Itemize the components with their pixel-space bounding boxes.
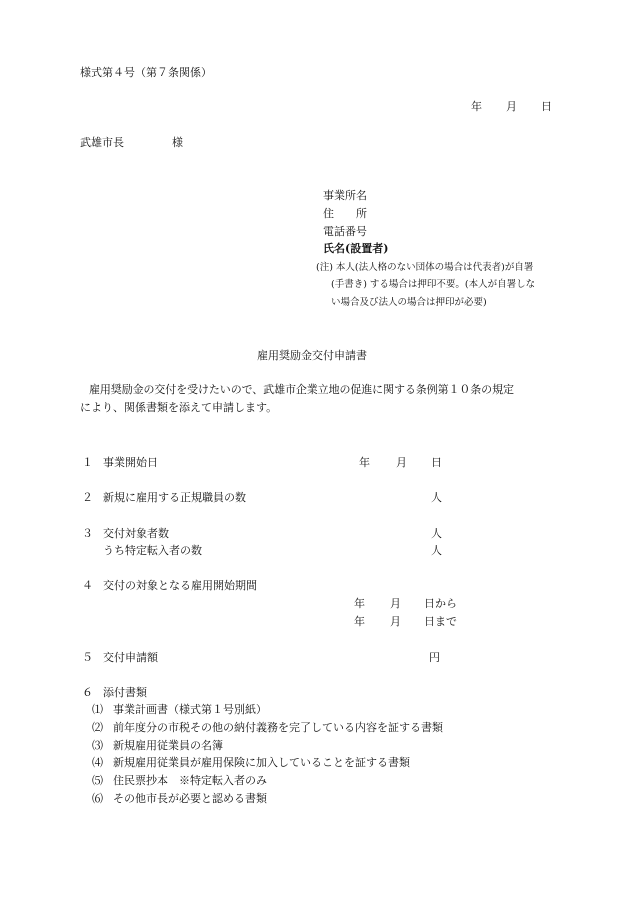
start-date-label: 事業開始日 [103, 456, 158, 469]
item-number: ３ [82, 527, 93, 540]
start-date-month: 月 [396, 456, 407, 469]
new-employees-unit: 人 [431, 491, 442, 504]
attachment-number: ⑵ [92, 721, 103, 734]
address-label: 住 所 [323, 207, 367, 220]
attachments-label: 添付書類 [103, 686, 147, 699]
form-number: 様式第４号（第７条関係） [80, 66, 212, 79]
period-to-month: 月 [390, 615, 401, 628]
period-from-year: 年 [354, 597, 365, 610]
attachment-item: 事業計画書（様式第１号別紙） [113, 703, 267, 716]
attachment-number: ⑴ [92, 703, 103, 716]
date-month: 月 [506, 100, 517, 113]
item-number: ６ [82, 686, 93, 699]
attachment-item: 住民票抄本 ※特定転入者のみ [113, 774, 267, 787]
item-number: ２ [82, 491, 93, 504]
attachment-number: ⑶ [92, 739, 103, 752]
intro-paragraph-line: により、関係書類を添えて申請します。 [80, 401, 278, 414]
start-date-year: 年 [359, 456, 370, 469]
new-employees-label: 新規に雇用する正規職員の数 [103, 491, 246, 504]
period-from-day: 日から [424, 597, 457, 610]
amount-unit: 円 [429, 651, 440, 664]
eligible-count-unit: 人 [431, 527, 442, 540]
addressee-honorific: 様 [172, 136, 183, 149]
business-name-label: 事業所名 [323, 189, 367, 202]
attachment-number: ⑹ [92, 792, 103, 805]
item-number: １ [82, 456, 93, 469]
attachment-number: ⑸ [92, 774, 103, 787]
start-date-day: 日 [431, 456, 442, 469]
date-year: 年 [471, 100, 482, 113]
item-number: ５ [82, 651, 93, 664]
item-number: ４ [82, 579, 93, 592]
date-day: 日 [541, 100, 552, 113]
attachment-item: 新規雇用従業員の名簿 [113, 739, 223, 752]
intro-paragraph-line: 雇用奨励金の交付を受けたいので、武雄市企業立地の促進に関する条例第１０条の規定 [89, 383, 514, 396]
attachment-item: 前年度分の市税その他の納付義務を完了している内容を証する書類 [113, 721, 443, 734]
eligible-count-label: 交付対象者数 [103, 527, 169, 540]
seal-note-line: (注) 本人(法人格のない団体の場合は代表者)が自署 [316, 262, 534, 273]
period-from-month: 月 [390, 597, 401, 610]
attachment-number: ⑷ [92, 756, 103, 769]
applicant-name-label: 氏名(設置者) [323, 242, 389, 255]
period-to-year: 年 [354, 615, 365, 628]
attachment-item: 新規雇用従業員が雇用保険に加入していることを証する書類 [113, 756, 410, 769]
seal-note-line: い場合及び法人の場合は押印が必要) [331, 297, 487, 308]
addressee-name: 武雄市長 [80, 136, 124, 149]
attachment-item: その他市長が必要と認める書類 [113, 792, 267, 805]
special-transfer-unit: 人 [431, 544, 442, 557]
document-title: 雇用奨励金交付申請書 [257, 349, 367, 362]
seal-note-line: (手書き) する場合は押印不要。(本人が自署しな [331, 279, 536, 290]
special-transfer-label: うち特定転入者の数 [103, 544, 202, 557]
phone-label: 電話番号 [323, 225, 367, 238]
amount-label: 交付申請額 [103, 651, 158, 664]
period-to-day: 日まで [424, 615, 457, 628]
period-label: 交付の対象となる雇用開始期間 [103, 579, 257, 592]
